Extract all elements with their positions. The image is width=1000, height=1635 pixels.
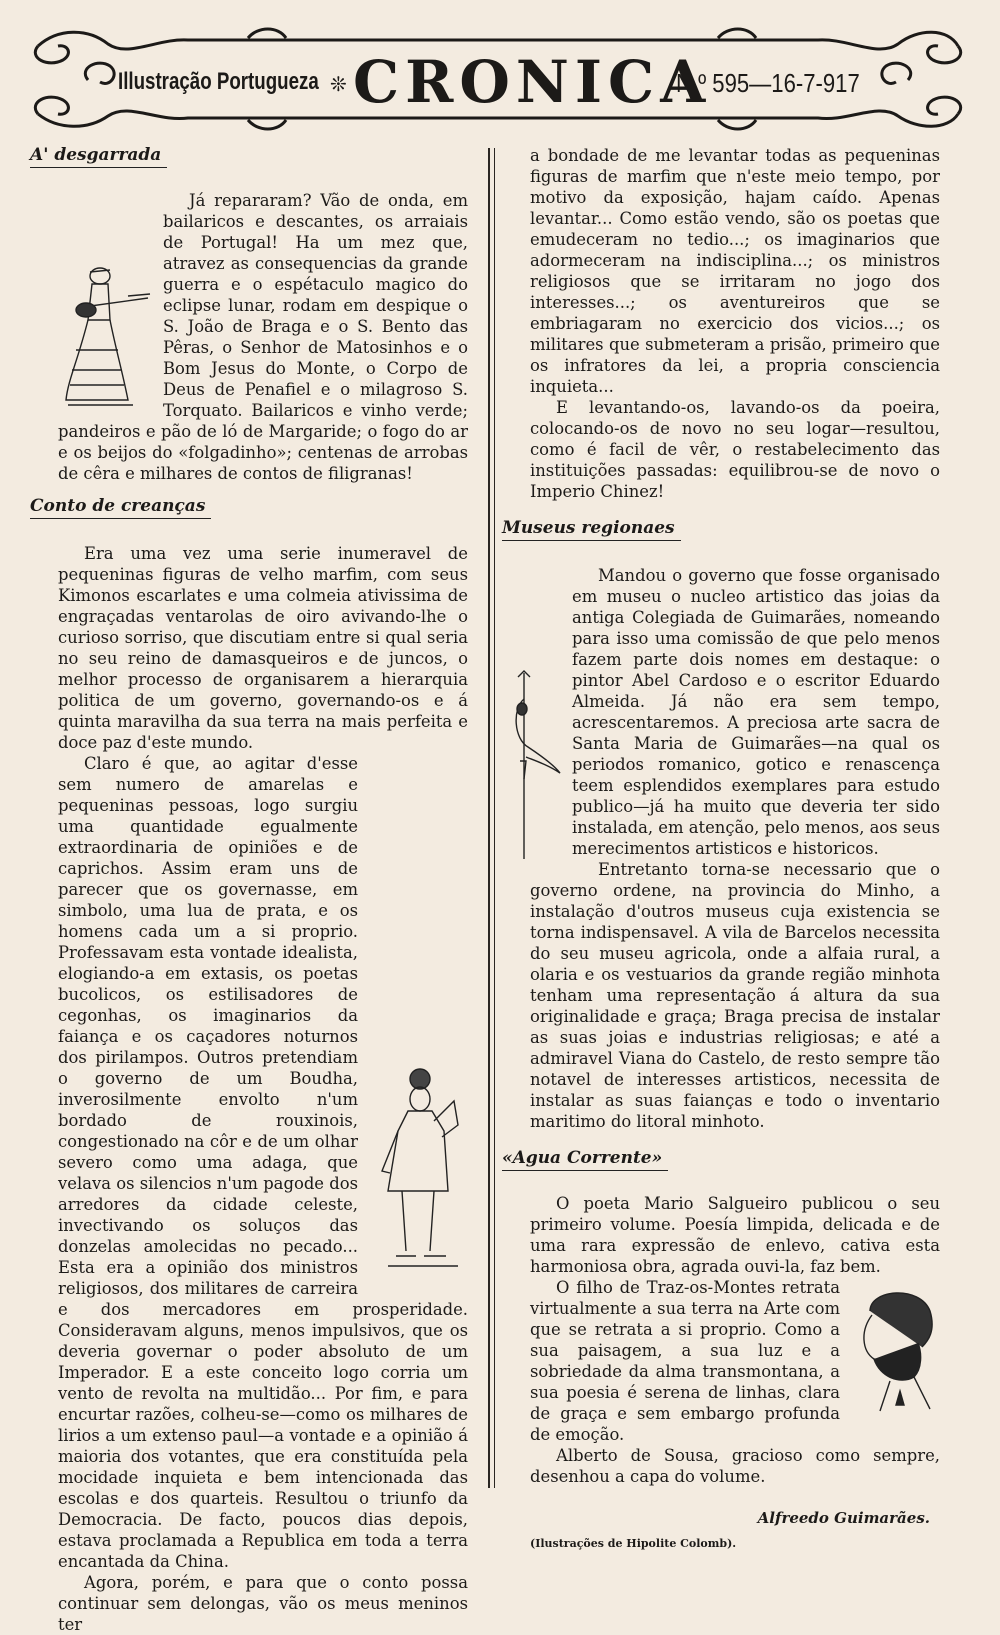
paragraph-conto-1: Era uma vez uma serie inumeravel de pequeninas figuras de velho marfim, com seus Kimonos escarlates e uma colmeia ativissima de engraçadas ventarolas de oiro avivando-lhe o curioso sorriso, que discutiam entre si qual seria no seu reino de damasqueiros e de juncos, o melhor processo de organisarem a hierarquia politica de um governo, governando-os e á quinta maravilha da sua terra na mais perfeita e doce paz d'este mundo. — [58, 544, 468, 752]
chinese-figure-illustration-icon — [368, 1061, 468, 1286]
section-heading-museus: Museus regionaes — [502, 518, 681, 541]
right-column — [502, 145, 940, 1550]
author-signature: Alfreedo Guimarães. — [757, 1509, 930, 1527]
paragraph-desgarrada: Já repararam? Vão de onda, em bailaricos e descantes, os arraiais de Portugal! Ha um mez que, atravez as consequencias da grande guerra e o espétaculo magico do eclipse lunar, rodam em despique o S. João de Braga e o S. Bento das Pêras, o Senhor de Matosinhos e o Bom Jesus do Monte, o Corpo de Deus de Penafiel e o milagroso S. Torquato. Bailaricos e vinho verde; pandeiros e pão de ló de Margaride; o fogo do ar e os beijos do «folgadinho»; centenas de arrobas de cêra e milhares de contos de filigranas! — [58, 191, 468, 483]
paragraph-agua-3: Alberto de Sousa, gracioso como sempre, desenhou a capa do volume. — [530, 1446, 940, 1486]
paragraph-conto-continued: a bondade de me levantar todas as pequeninas figuras de marfim que n'este meio tempo, por motivo da exposição, hajam caído. Apenas levantar... Como estão vendo, são os poetas que emudeceram no tedio...; os imaginarios que adormeceram na indisciplina...; os ministros religiosos que se irritaram no jogo dos interesses...; os aventureiros que se embriagaram no exercicio dos vicios...; os militares que submeteram a prisão, primeiro que os infratores da lei, a propria consciencia inquieta... — [530, 146, 940, 396]
paragraph-museus-1: Mandou o governo que fosse organisado em museu o nucleo artistico das joias da antiga Colegiada de Guimarães, nomeando para isso uma comissão de que pelo menos fazem parte dois nomes em destaque: o pintor Abel Cardoso e o escritor Eduardo Almeida. Já não era sem tempo, acrescentaremos. A preciosa arte sacra de Santa Maria de Guimarães—na qual os periodos romanico, gotico e renascença teem esplendidos exemplares para estudo publico—já ha muito que deveria ter sido instalada, em atenção, pelo menos, aos seus merecimentos artisticos e historicos. — [572, 566, 940, 858]
masthead — [18, 18, 978, 138]
paragraph-conto-2: Claro é que, ao agitar d'esse sem numero de amarelas e pequeninas pessoas, logo surgiu uma quantidade egualmente extraordinaria de opiniões e de caprichos. Assim eram uns de parecer que os governasse, em simbolo, uma lua de prata, e os homens cada um a si proprio. Professavam esta vontade idealista, elogiando-a em extasis, os poetas bucolicos, os estilisadores de cegonhas, os imaginarios da faiança e os caçadores noturnos dos pirilampos. Outros pretendiam o governo de um Boudha, inverosilmente envolto n'um bordado de rouxinois, congestionado na côr e de um olhar severo como uma adaga, que velava os silencios n'um pagode dos arredores da cidade celeste, invectivando os soluços das donzelas amolecidas no pecado... Esta era a opinião dos ministros religiosos, dos militares de carreira e dos mercadores em prosperidade. Consideravam alguns, menos impulsivos, que os deveria governar o poder absoluto de um Imperador. E a este conceito logo corria um vento de revolta na multidão... Por fim, e para encurtar razões, colheu-se—como os milhares de lirios a um extenso paul—a vontade e a opinião á maioria dos votantes, que era constituída pela mocidade inquieta e bem intencionada das escolas e dos quarteis. Resultou o triunfo da Democracia. De facto, poucos dias depois, estava proclamada a Republica em toda a terra encantada da China. — [58, 754, 468, 1571]
paragraph-conto-continued-2: E levantando-os, lavando-os da poeira, colocando-os de novo no seu logar—resultou, como é facil de vêr, o restabelecimento das instituições passadas: equilibrou-se de novo o Imperio Chinez! — [530, 398, 940, 501]
publication-name: Illustração Portugueza — [118, 68, 319, 95]
section-heading-agua-corrente: «Agua Corrente» — [502, 1148, 668, 1171]
issue-number: N.º 595—16-7-917 — [676, 68, 860, 98]
illustration-credit: (Ilustrações de Hipolite Colomb). — [530, 1537, 737, 1550]
star-ornament-icon: ❊ — [330, 72, 347, 96]
section-heading-desgarrada: A' desgarrada — [30, 145, 167, 168]
guitar-girl-illustration-icon — [58, 260, 153, 410]
paragraph-agua-1: O poeta Mario Salgueiro publicou o seu primeiro volume. Poesía limpida, delicada e de uma rara expressão de enlevo, cativa esta harmoniosa obra, agrada ouvi-la, faz bem. — [530, 1194, 940, 1276]
left-column — [30, 145, 468, 1635]
column-divider-thin — [494, 148, 495, 1488]
bird-pole-illustration-icon — [502, 669, 564, 864]
section-heading-conto: Conto de creanças — [30, 496, 211, 519]
poet-portrait-illustration-icon — [850, 1281, 940, 1421]
page-title: CRONICA — [353, 48, 712, 116]
paragraph-conto-3: Agora, porém, e para que o conto possa continuar sem delongas, vão os meus meninos ter — [58, 1573, 468, 1634]
paragraph-agua-2: O filho de Traz-os-Montes retrata virtualmente a sua terra na Arte com que se retrata a si proprio. Como a sua paisagem, a sua luz e a sobriedade da alma transmontana, a sua poesia é serena de linhas, clara de graça e sem embargo profunda de emoção. — [530, 1278, 840, 1444]
paragraph-museus-2: Entretanto torna-se necessario que o governo ordene, na provincia do Minho, a instalação d'outros museus cuja existencia se torna indispensavel. A vila de Barcelos necessita do seu museu agricola, onde a alfaia rural, a olaria e os vestuarios da grande região minhota tenham uma representação á altura da sua originalidade e graça; Braga precisa de instalar as suas joias e industrias religiosas; e até a admiravel Viana do Castelo, de resto sempre tão notavel de interesses artisticos, necessita de instalar as suas faianças e todo o inventario maritimo do litoral minhoto. — [530, 860, 940, 1131]
column-divider — [488, 148, 490, 1488]
